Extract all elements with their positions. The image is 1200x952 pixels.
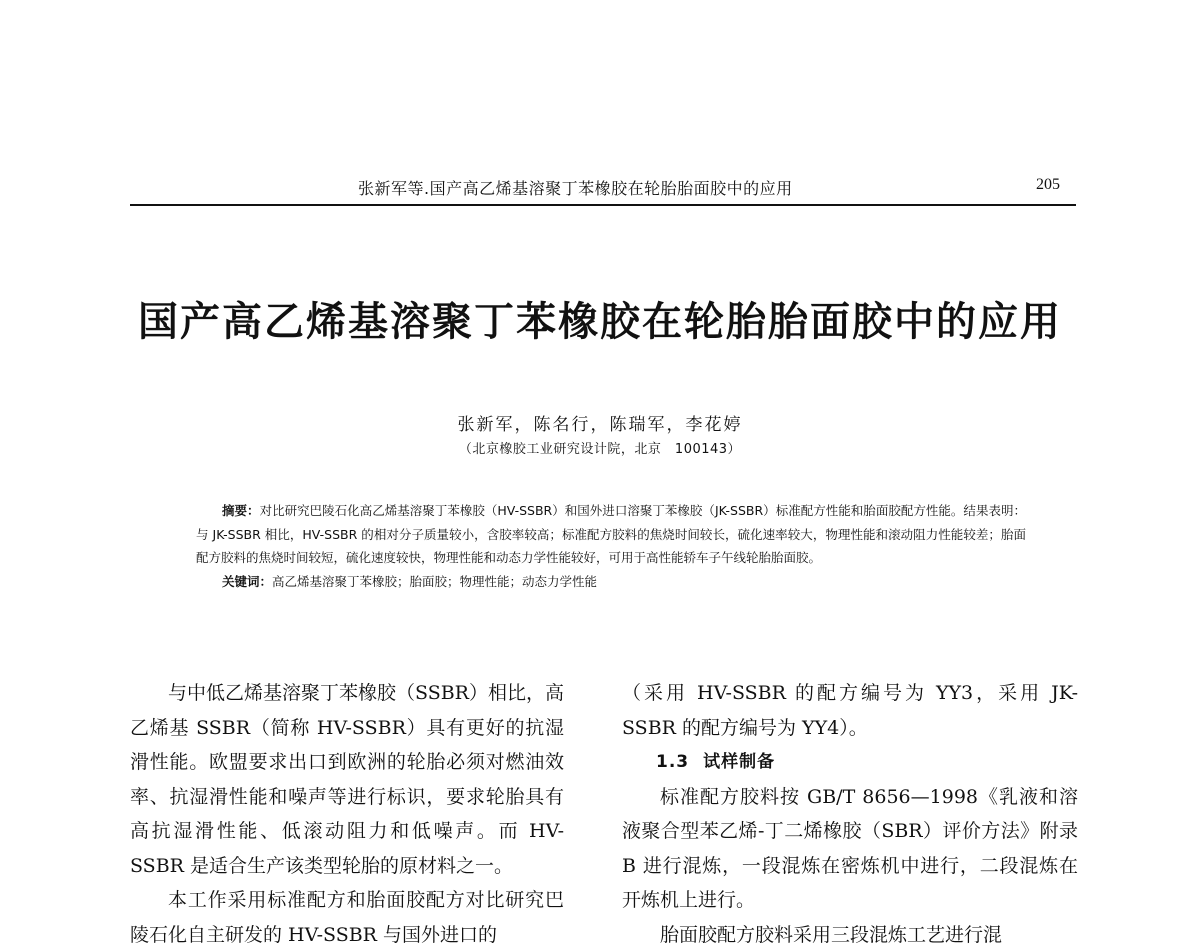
abstract-block xyxy=(196,499,1026,593)
intro-paragraph-2: 本工作采用标准配方和胎面胶配方对比研究巴陵石化自主研发的 HV-SSBR 与国外进口的 xyxy=(130,889,564,946)
section-heading xyxy=(622,745,1078,780)
page-number: 205 xyxy=(1036,176,1060,193)
sample-prep-paragraph-1: 标准配方胶料按 GB/T 8656—1998《乳液和溶液聚合型苯乙烯-丁二烯橡胶（SBR）评价方法》附录 B 进行混炼，一段混炼在密炼机中进行，二段混炼在开炼机上进行。 xyxy=(622,785,1078,911)
abstract-label: 摘要： xyxy=(222,503,260,518)
keywords-paragraph xyxy=(196,570,1026,594)
running-title: 张新军等.国产高乙烯基溶聚丁苯橡胶在轮胎胎面胶中的应用 xyxy=(358,179,793,198)
section-title: 试样制备 xyxy=(703,752,776,772)
abstract-text: 对比研究巴陵石化高乙烯基溶聚丁苯橡胶（HV-SSBR）和国外进口溶聚丁苯橡胶（JK-SSBR）标准配方性能和胎面胶配方性能。结果表明：与 JK-SSBR 相比，HV-SSBR 的相对分子质量较小，含胶率较高；标准配方胶料的焦烧时间较长，硫化速率较大，物理性能和滚动阻力性能较差；胎面配方胶料的焦烧时间较短，硫化速度较快，物理性能和动态力学性能较好，可用于高性能轿车子午线轮胎胎面胶。 xyxy=(196,503,1026,565)
abstract-paragraph xyxy=(196,499,1026,570)
running-header xyxy=(130,172,1076,206)
keywords-label: 关键词： xyxy=(222,573,273,589)
body-column-left xyxy=(130,676,564,952)
affiliation: （北京橡胶工业研究设计院，北京 100143） xyxy=(458,442,742,457)
sample-prep-paragraph-2: 胎面胶配方胶料采用三段混炼工艺进行混 xyxy=(660,923,1003,946)
authors: 张新军，陈名行，陈瑞军，李花婷 xyxy=(457,415,743,435)
keywords-text: 高乙烯基溶聚丁苯橡胶；胎面胶；物理性能；动态力学性能 xyxy=(272,573,598,589)
intro-paragraph-1: 与中低乙烯基溶聚丁苯橡胶（SSBR）相比，高乙烯基 SSBR（简称 HV-SSBR）具有更好的抗湿滑性能。欧盟要求出口到欧洲的轮胎必须对燃油效率、抗湿滑性能和噪声等进行标识，要求轮胎具有高抗湿滑性能、低滚动阻力和低噪声。而 HV-SSBR 是适合生产该类型轮胎的原材料之一。 xyxy=(130,682,564,877)
paper-title: 国产高乙烯基溶聚丁苯橡胶在轮胎胎面胶中的应用 xyxy=(138,299,1062,345)
continued-paragraph: （采用 HV-SSBR 的配方编号为 YY3，采用 JK-SSBR 的配方编号为 YY4）。 xyxy=(622,682,1078,739)
body-column-right xyxy=(622,676,1078,952)
section-number: 1.3 xyxy=(656,752,690,772)
